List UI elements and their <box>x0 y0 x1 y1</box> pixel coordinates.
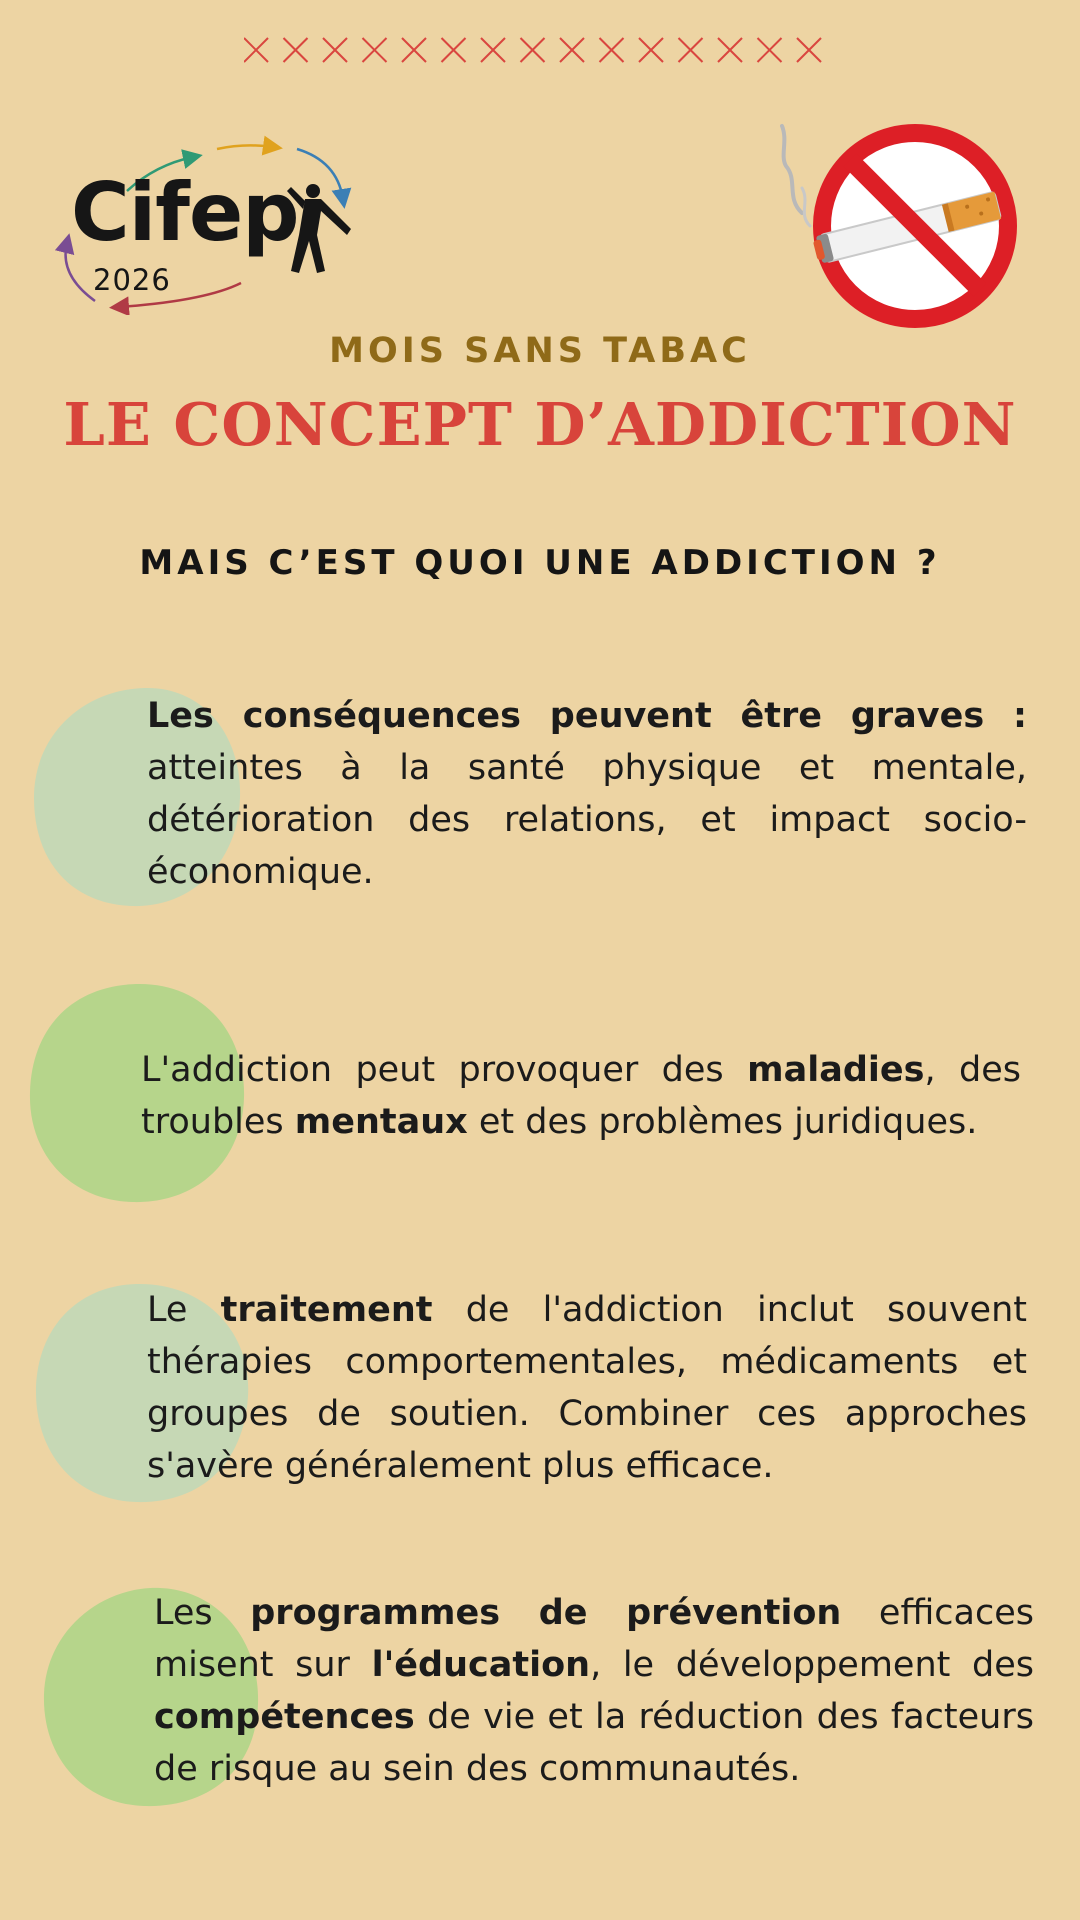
paragraph-text: , des troubles <box>141 1050 1021 1142</box>
no-smoking-icon <box>780 118 1025 333</box>
paragraph-prevention <box>154 1587 1034 1795</box>
paragraph-text: efficaces misent sur <box>154 1593 1034 1685</box>
kicker-heading: MOIS SANS TABAC <box>329 331 751 371</box>
paragraph-text: , le développement des <box>590 1645 1034 1685</box>
cifep-logo <box>55 135 365 315</box>
cross-mark <box>284 38 308 62</box>
bold-text: maladies <box>747 1050 925 1090</box>
cross-mark <box>758 38 782 62</box>
bold-text: mentaux <box>294 1102 468 1142</box>
cross-mark <box>718 38 742 62</box>
paragraph-traitement <box>147 1284 1027 1492</box>
cross-marks-icon <box>244 34 826 66</box>
paragraph-text: atteintes à la santé physique et mentale, détérioration des relations, et impact socio-économique. <box>147 748 1027 892</box>
cross-mark <box>244 38 268 62</box>
cross-mark <box>679 38 703 62</box>
cross-mark <box>560 38 584 62</box>
logo-year: 2026 <box>93 263 171 297</box>
bold-text: l'éducation <box>371 1645 591 1685</box>
section-question: MAIS C’EST QUOI UNE ADDICTION ? <box>139 543 941 583</box>
paragraph-text: et des problèmes juridiques. <box>467 1102 978 1142</box>
cross-mark <box>600 38 624 62</box>
no-smoking-sign <box>780 118 1025 333</box>
cross-mark <box>442 38 466 62</box>
bold-text: programmes de prévention <box>250 1593 842 1633</box>
cross-mark <box>521 38 545 62</box>
cross-mark <box>797 38 821 62</box>
bold-text: Les conséquences peuvent être graves : <box>147 696 1027 736</box>
paragraph-consequences <box>147 690 1027 898</box>
cross-mark <box>639 38 663 62</box>
cross-mark <box>481 38 505 62</box>
bold-text: traitement <box>220 1290 433 1330</box>
paragraph-text: de l'addiction inclut souvent thérapies comportementales, médicaments et groupes de soutien. Combiner ces approches s'avère généralement plus efficace. <box>147 1290 1027 1486</box>
bold-text: compétences <box>154 1697 415 1737</box>
paragraph-maladies <box>141 1044 1021 1148</box>
paragraph-text: L'addiction peut provoquer des <box>141 1050 748 1090</box>
cross-mark <box>363 38 387 62</box>
logo-name: Cifep <box>71 166 299 259</box>
cross-mark <box>402 38 426 62</box>
cross-mark <box>323 38 347 62</box>
paragraph-text: Les <box>154 1593 251 1633</box>
paragraph-text: de vie et la réduction des facteurs de risque au sein des communautés. <box>154 1697 1034 1789</box>
page-title: LE CONCEPT D’ADDICTION <box>63 390 1017 459</box>
paragraph-text: Le <box>147 1290 221 1330</box>
decorative-cross-row <box>244 34 826 66</box>
